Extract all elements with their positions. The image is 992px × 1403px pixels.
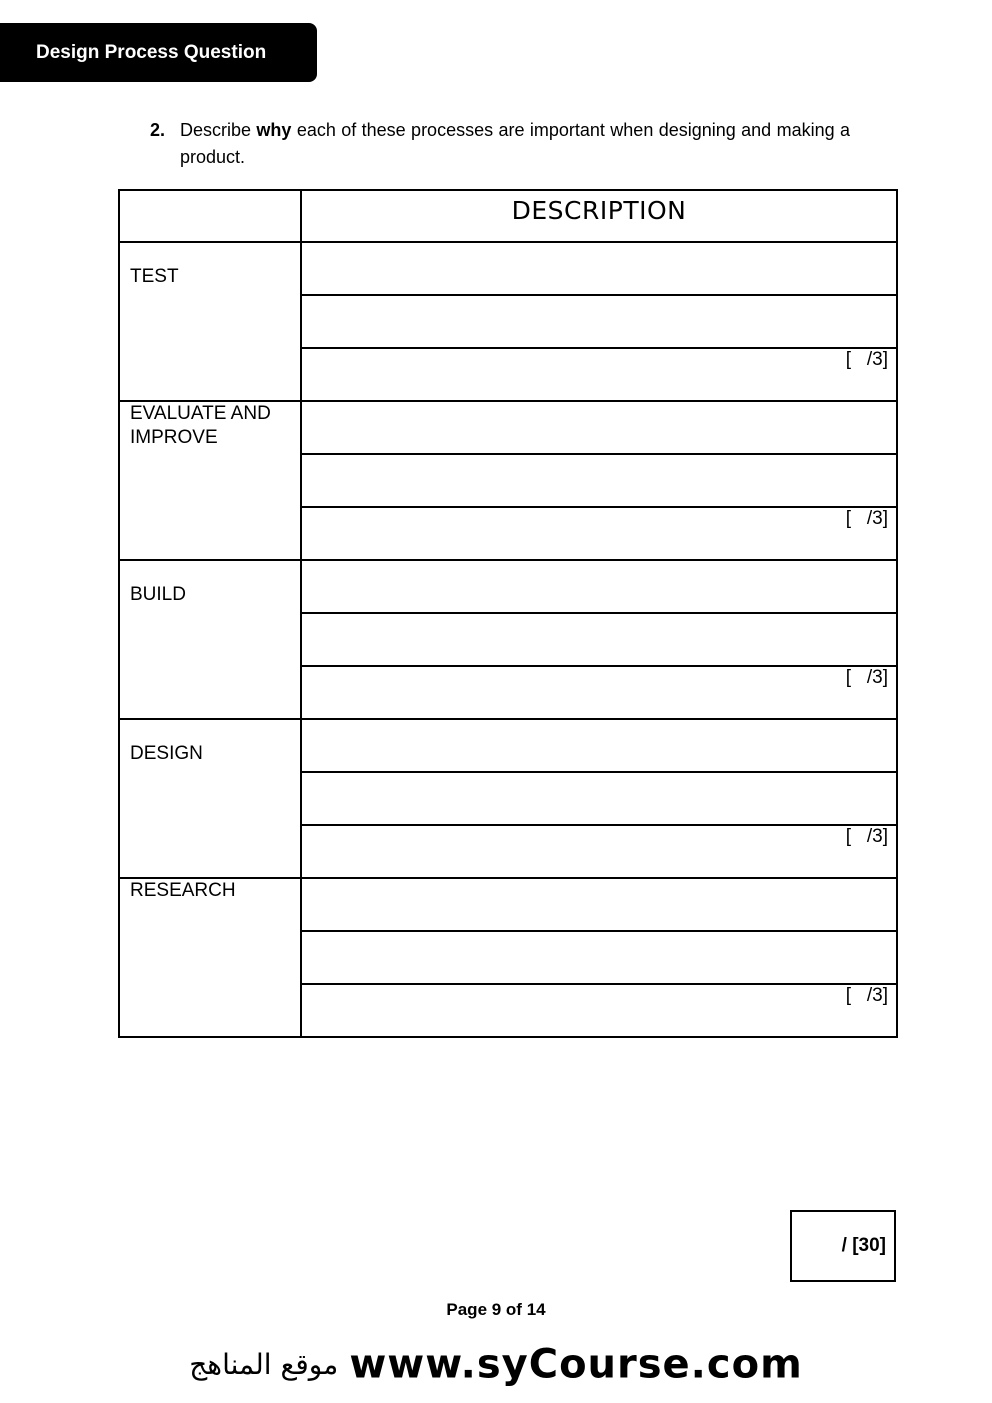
table-header-row: [119, 190, 897, 242]
answer-line[interactable]: [301, 295, 897, 348]
total-marks-label: / [30]: [841, 1235, 886, 1256]
row-label-design: DESIGN: [119, 719, 301, 878]
answer-line[interactable]: [301, 507, 897, 560]
table-row: [119, 719, 897, 772]
question-emphasis: why: [256, 120, 292, 140]
table-header-description: DESCRIPTION: [301, 190, 897, 242]
banner-title: Design Process Question: [36, 41, 267, 63]
answer-line[interactable]: [301, 242, 897, 295]
answer-line[interactable]: [301, 560, 897, 613]
mark-allocation: [ /3]: [845, 667, 888, 688]
mark-allocation: [ /3]: [845, 985, 888, 1006]
row-label-evaluate-and-improve: EVALUATE AND IMPROVE: [119, 401, 301, 560]
watermark-url: www.syCourse.com: [349, 1341, 803, 1388]
page-number: Page 9 of 14: [446, 1300, 546, 1319]
answer-line[interactable]: [301, 454, 897, 507]
question-number: 2.: [150, 120, 166, 140]
table-row: [119, 560, 897, 613]
answer-line[interactable]: [301, 931, 897, 984]
mark-allocation: [ /3]: [845, 826, 888, 847]
row-label-research: RESEARCH: [119, 878, 301, 1037]
answer-line[interactable]: [301, 825, 897, 878]
row-label-test: TEST: [119, 242, 301, 401]
answer-line[interactable]: [301, 984, 897, 1037]
total-marks-box: [790, 1210, 896, 1282]
section-banner: [0, 23, 317, 82]
question-text: [180, 117, 850, 171]
answer-line[interactable]: [301, 666, 897, 719]
watermark-arabic: موقع المناهج: [189, 1347, 339, 1381]
mark-allocation: [ /3]: [845, 508, 888, 529]
site-watermark: [0, 1340, 992, 1387]
answer-line[interactable]: [301, 613, 897, 666]
row-label-build: BUILD: [119, 560, 301, 719]
table-row: [119, 401, 897, 454]
question-text-before: Describe: [180, 120, 257, 140]
question-text-after: each of these processes are important when designing and making a product.: [180, 120, 850, 167]
answer-line[interactable]: [301, 878, 897, 931]
question-block: [150, 117, 850, 171]
mark-allocation: [ /3]: [845, 349, 888, 370]
answer-table: [118, 189, 898, 1038]
table-header-blank: [119, 190, 301, 242]
answer-line[interactable]: [301, 772, 897, 825]
page-footer: [0, 1300, 992, 1320]
answer-line[interactable]: [301, 719, 897, 772]
answer-line[interactable]: [301, 348, 897, 401]
table-row: [119, 878, 897, 931]
table-row: [119, 242, 897, 295]
answer-line[interactable]: [301, 401, 897, 454]
